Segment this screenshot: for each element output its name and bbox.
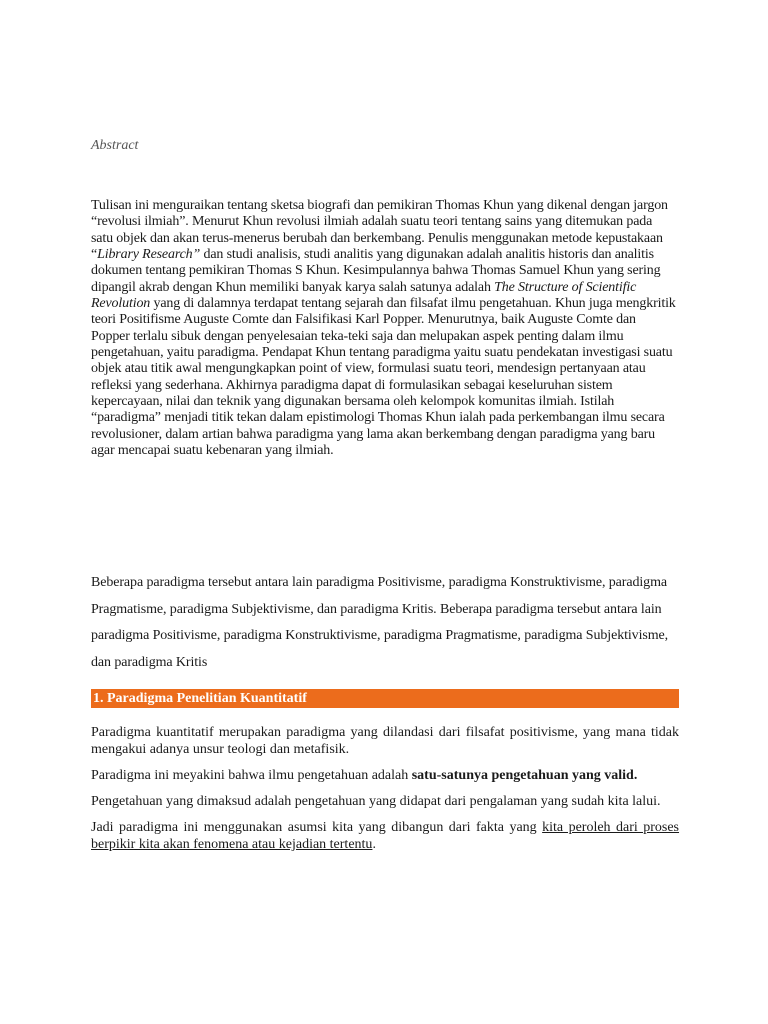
section-paragraph-3: Pengetahuan yang dimaksud adalah pengetahuan yang didapat dari pengalaman yang sudah kita lalui. [91,794,661,809]
section-paragraph-4-end: . [372,837,376,852]
abstract-text-part2: dan studi analisis, studi analitis yang digunakan adalah analitis historis dan analitis dokumen tentang pemikiran Thomas S Khun. Kesimpulannya bahwa Thomas Samuel Khun yang sering dipangil akrab dengan Khun memiliki banyak karya salah satunya adalah [91,247,661,295]
abstract-italic-book-title: The Structure of Scientific Revolution [91,279,637,312]
abstract-paragraph [91,198,676,460]
section-paragraph-2-text: Paradigma ini meyakini bahwa ilmu pengetahuan adalah [91,768,412,783]
section-paragraph-2-bold: satu-satunya pengetahuan yang valid. [411,768,638,783]
abstract-italic-library-research: Library Research” [97,247,201,263]
section-paragraph-4-underlined: kita peroleh dari proses berpikir kita akan fenomena atau kejadian tertentu [91,820,680,852]
section-heading-quantitative: 1. Paradigma Penelitian Kuantitatif [91,689,679,708]
section-paragraph-1: Paradigma kuantitatif merupakan paradigma yang dilandasi dari filsafat positivisme, yang mana tidak mengakui adanya unsur teologi dan metafisik. [91,725,679,757]
section-paragraph-4-text: Jadi paradigma ini menggunakan asumsi kita yang dibangun dari fakta yang [91,820,543,835]
section-body [91,724,679,862]
abstract-text-part1: Tulisan ini menguraikan tentang sketsa biografi dan pemikiran Thomas Khun yang dikenal dengan jargon “revolusi ilmiah”. Menurut Khun revolusi ilmiah adalah suatu teori tentang sains yang ditemukan pada satu objek dan akan terus-menerus berubah dan berkembang. Penulis menggunakan metode kepustakaan “ [91,198,668,263]
section-paragraph-4 [91,819,679,853]
abstract-heading: Abstract [91,138,139,153]
section-paragraph-2 [91,767,679,784]
abstract-text-part3: yang di dalamnya terdapat tentang sejarah dan filsafat ilmu pengetahuan. Khun juga mengkritik teori Positifisme Auguste Comte dan Falsifikasi Karl Popper. Menurutnya, baik Auguste Comte dan Popper terlalu sibuk dengan penyelesaian teka-teki saja dan melupakan aspek penting dalam ilmu pengetahuan, yaitu paradigma. Pendapat Khun tentang paradigma yaitu suatu pendekatan investigasi suatu objek atau titik awal mengungkapkan point of view, formulasi suatu teori, mendesign pertanyaan atau refleksi yang sederhana. Akhirnya paradigma dapat di formulasikan sebagai keseluruhan sistem kepercayaan, nilai dan teknik yang digunakan bersama oleh kelompok komunitas ilmiah. Istilah “paradigma” menjadi titik tekan dalam epistimologi Thomas Khun ialah pada perkembangan ilmu secara revolusioner, dalam artian bahwa paradigma yang lama akan berkembang dengan paradigma yang baru agar mencapai suatu kebenaran yang ilmiah. [91,296,676,459]
paradigm-list-paragraph: Beberapa paradigma tersebut antara lain paradigma Positivisme, paradigma Konstruktivisme, paradigma Pragmatisme, paradigma Subjektivisme, dan paradigma Kritis. Beberapa paradigma tersebut antara lain paradigma Positivisme, paradigma Konstruktivisme, paradigma Pragmatisme, paradigma Subjektivisme, dan paradigma Kritis [91,575,669,670]
